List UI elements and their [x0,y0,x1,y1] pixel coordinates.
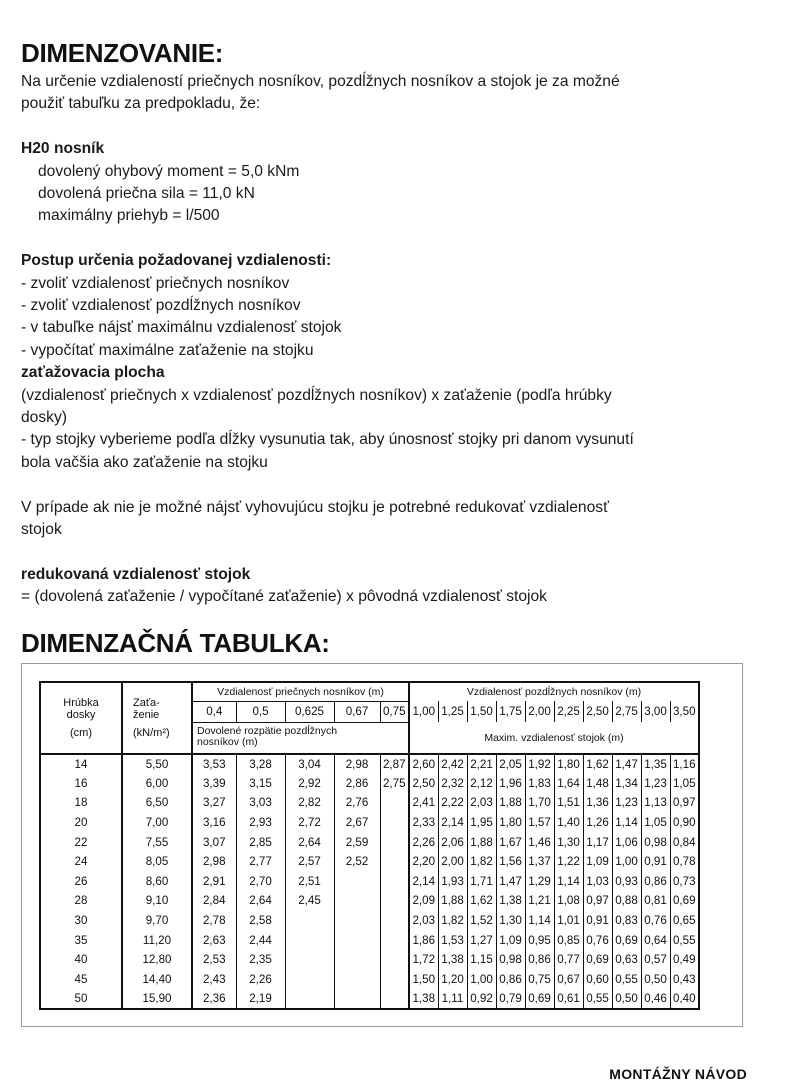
span-cell [334,911,380,931]
prop-spacing-cell: 1,71 [467,872,496,892]
prop-spacing-cell: 1,37 [525,852,554,872]
group1-title: Vzdialenosť priečnych nosníkov (m) [192,682,409,701]
prop-spacing-cell: 1,23 [641,774,670,794]
table-frame [21,663,743,1027]
span-cell [334,872,380,892]
load-cell: 8,60 [122,872,192,892]
pripad-line: V prípade ak nie je možné nájsť vyhovujúcu stojku je potrebné redukovať vzdialenosť [21,498,609,516]
postup-line: - zvoliť vzdialenosť pozdĺžnych nosníkov [21,297,301,315]
span-cell: 2,82 [285,793,334,813]
prop-spacing-cell: 0,73 [670,872,699,892]
prop-spacing-cell: 1,47 [612,754,641,774]
prop-spacing-cell: 0,46 [641,989,670,1009]
table-row [40,950,699,970]
prop-spacing-cell: 0,61 [554,989,583,1009]
span-cell: 2,36 [192,989,236,1009]
thickness-header-line: dosky [66,709,96,721]
prop-spacing-cell: 1,96 [496,774,525,794]
prop-spacing-cell: 1,30 [496,911,525,931]
table-row [40,930,699,950]
prop-spacing-cell: 0,55 [670,930,699,950]
load-header-line: ženie [133,709,160,721]
prop-spacing-cell: 0,77 [554,950,583,970]
prop-spacing-cell: 0,65 [670,911,699,931]
load-header-line: Zaťa- [133,697,160,709]
prop-spacing-cell: 0,67 [554,970,583,990]
prop-spacing-cell: 1,01 [554,911,583,931]
beam-spacing-value: 0,5 [236,701,285,722]
h20-line: dovolená priečna sila = 11,0 kN [38,185,255,203]
longitudinal-spacing-value: 2,00 [525,701,554,722]
prop-spacing-cell: 1,14 [554,872,583,892]
table-row [40,813,699,833]
table-row [40,989,699,1009]
prop-spacing-cell: 1,27 [467,930,496,950]
span-cell: 3,15 [236,774,285,794]
heading-dimenzovanie: DIMENZOVANIE: [21,38,224,68]
span-cell [380,872,409,892]
span-cell: 3,39 [192,774,236,794]
prop-spacing-cell: 1,06 [612,832,641,852]
span-cell: 2,93 [236,813,285,833]
span-cell [285,930,334,950]
prop-spacing-cell: 0,76 [583,930,612,950]
span-cell [334,989,380,1009]
load-cell: 15,90 [122,989,192,1009]
span-cell: 3,28 [236,754,285,774]
intro-line: použiť tabuľku za predpokladu, že: [21,95,261,113]
span-cell [380,813,409,833]
prop-spacing-cell: 1,86 [409,930,438,950]
prop-spacing-cell: 0,86 [496,970,525,990]
intro-line: Na určenie vzdialeností priečnych nosníkov, pozdĺžnych nosníkov a stojok je za možné [21,73,620,90]
prop-spacing-cell: 1,64 [554,774,583,794]
table-row [40,911,699,931]
span-cell: 3,53 [192,754,236,774]
prop-spacing-cell: 1,52 [467,911,496,931]
prop-spacing-cell: 1,38 [409,989,438,1009]
prop-spacing-cell: 2,09 [409,891,438,911]
longitudinal-spacing-value: 1,25 [438,701,467,722]
span-cell: 2,35 [236,950,285,970]
span-cell: 2,53 [192,950,236,970]
prop-spacing-cell: 0,50 [641,970,670,990]
prop-spacing-cell: 0,90 [670,813,699,833]
prop-spacing-cell: 1,14 [525,911,554,931]
prop-spacing-cell: 2,14 [438,813,467,833]
span-cell: 2,92 [285,774,334,794]
prop-spacing-cell: 0,57 [641,950,670,970]
load-cell: 7,55 [122,832,192,852]
prop-spacing-cell: 1,93 [438,872,467,892]
prop-spacing-cell: 2,03 [409,911,438,931]
prop-spacing-cell: 2,42 [438,754,467,774]
thickness-cell: 20 [40,813,122,833]
plocha-line: - typ stojky vyberieme podľa dĺžky vysunutia tak, aby únosnosť stojky pri danom vysunutí [21,431,634,449]
longitudinal-spacing-value: 2,75 [612,701,641,722]
postup-line: - v tabuľke nájsť maximálnu vzdialenosť stojok [21,319,342,337]
span-cell [380,852,409,872]
prop-spacing-cell: 2,32 [438,774,467,794]
prop-spacing-cell: 1,20 [438,970,467,990]
span-cell [380,793,409,813]
prop-spacing-cell: 2,03 [467,793,496,813]
prop-spacing-cell: 1,83 [525,774,554,794]
load-header [122,682,192,754]
span-cell: 3,04 [285,754,334,774]
prop-spacing-cell: 0,49 [670,950,699,970]
span-cell: 2,45 [285,891,334,911]
span-cell: 2,98 [192,852,236,872]
span-cell [285,911,334,931]
longitudinal-spacing-value: 2,50 [583,701,612,722]
group1-subtitle-line: nosníkov (m) [197,735,258,748]
prop-spacing-cell: 0,63 [612,950,641,970]
load-cell: 9,70 [122,911,192,931]
prop-spacing-cell: 1,29 [525,872,554,892]
span-cell: 2,75 [380,774,409,794]
load-cell: 8,05 [122,852,192,872]
dimension-table [39,681,700,1010]
span-cell: 2,86 [334,774,380,794]
prop-spacing-cell: 1,26 [583,813,612,833]
prop-spacing-cell: 1,11 [438,989,467,1009]
prop-spacing-cell: 0,40 [670,989,699,1009]
longitudinal-spacing-value: 2,25 [554,701,583,722]
thickness-cell: 14 [40,754,122,774]
span-cell: 2,57 [285,852,334,872]
prop-spacing-cell: 2,22 [438,793,467,813]
prop-spacing-cell: 1,46 [525,832,554,852]
prop-spacing-cell: 0,79 [496,989,525,1009]
prop-spacing-cell: 2,14 [409,872,438,892]
span-cell: 2,76 [334,793,380,813]
span-cell: 2,98 [334,754,380,774]
prop-spacing-cell: 1,13 [641,793,670,813]
span-cell [380,989,409,1009]
span-cell: 2,77 [236,852,285,872]
table-row [40,852,699,872]
prop-spacing-cell: 2,12 [467,774,496,794]
span-cell: 2,85 [236,832,285,852]
thickness-cell: 50 [40,989,122,1009]
load-cell: 9,10 [122,891,192,911]
prop-spacing-cell: 1,88 [496,793,525,813]
prop-spacing-cell: 0,98 [496,950,525,970]
prop-spacing-cell: 2,26 [409,832,438,852]
prop-spacing-cell: 1,82 [467,852,496,872]
prop-spacing-cell: 0,86 [525,950,554,970]
prop-spacing-cell: 1,38 [438,950,467,970]
span-cell: 2,70 [236,872,285,892]
prop-spacing-cell: 1,00 [467,970,496,990]
plocha-line: bola vačšia ako zaťaženie na stojku [21,453,268,471]
prop-spacing-cell: 0,50 [612,989,641,1009]
prop-spacing-cell: 0,97 [670,793,699,813]
load-header-unit: (kN/m²) [133,727,170,739]
prop-spacing-cell: 2,60 [409,754,438,774]
load-cell: 7,00 [122,813,192,833]
load-cell: 12,80 [122,950,192,970]
prop-spacing-cell: 1,34 [612,774,641,794]
prop-spacing-cell: 1,14 [612,813,641,833]
longitudinal-spacing-value: 1,50 [467,701,496,722]
prop-spacing-cell: 1,08 [554,891,583,911]
redukovana-line: = (dovolená zaťaženie / vypočítané zaťaženie) x pôvodná vzdialenosť stojok [21,588,547,606]
prop-spacing-cell: 1,03 [583,872,612,892]
span-cell: 2,19 [236,989,285,1009]
prop-spacing-cell: 2,50 [409,774,438,794]
prop-spacing-cell: 0,69 [583,950,612,970]
prop-spacing-cell: 0,76 [641,911,670,931]
span-cell: 2,72 [285,813,334,833]
span-cell: 2,51 [285,872,334,892]
span-cell [334,930,380,950]
prop-spacing-cell: 1,70 [525,793,554,813]
plocha-line: dosky) [21,409,67,427]
thickness-cell: 16 [40,774,122,794]
span-cell: 3,27 [192,793,236,813]
prop-spacing-cell: 0,92 [467,989,496,1009]
span-cell: 2,87 [380,754,409,774]
span-cell [334,950,380,970]
prop-spacing-cell: 0,95 [525,930,554,950]
postup-line: - vypočítať maximálne zaťaženie na stojku [21,341,314,359]
prop-spacing-cell: 1,09 [496,930,525,950]
prop-spacing-cell: 1,22 [554,852,583,872]
thickness-header-unit: (cm) [70,727,92,739]
prop-spacing-cell: 0,60 [583,970,612,990]
span-cell: 2,59 [334,832,380,852]
span-cell: 2,58 [236,911,285,931]
prop-spacing-cell: 0,55 [612,970,641,990]
prop-spacing-cell: 0,97 [583,891,612,911]
beam-spacing-value: 0,4 [192,701,236,722]
heading-dimenzacna-tabulka: DIMENZAČNÁ TABULKA: [21,628,330,658]
prop-spacing-cell: 2,05 [496,754,525,774]
prop-spacing-cell: 1,05 [670,774,699,794]
load-cell: 11,20 [122,930,192,950]
longitudinal-spacing-value: 1,75 [496,701,525,722]
prop-spacing-cell: 1,72 [409,950,438,970]
prop-spacing-cell: 1,50 [409,970,438,990]
prop-spacing-cell: 1,15 [467,950,496,970]
group2-subtitle: Maxim. vzdialenosť stojok (m) [409,722,699,754]
beam-spacing-value: 0,75 [380,701,409,722]
table-row [40,774,699,794]
prop-spacing-cell: 2,00 [438,852,467,872]
table-row [40,970,699,990]
span-cell: 2,64 [285,832,334,852]
load-cell: 5,50 [122,754,192,774]
prop-spacing-cell: 2,06 [438,832,467,852]
prop-spacing-cell: 2,20 [409,852,438,872]
beam-spacing-value: 0,67 [334,701,380,722]
span-cell: 3,03 [236,793,285,813]
prop-spacing-cell: 1,62 [467,891,496,911]
span-cell: 2,67 [334,813,380,833]
prop-spacing-cell: 1,51 [554,793,583,813]
prop-spacing-cell: 0,75 [525,970,554,990]
prop-spacing-cell: 1,80 [496,813,525,833]
thickness-cell: 40 [40,950,122,970]
prop-spacing-cell: 1,67 [496,832,525,852]
prop-spacing-cell: 0,55 [583,989,612,1009]
prop-spacing-cell: 2,33 [409,813,438,833]
thickness-header-line: Hrúbka [63,697,99,709]
prop-spacing-cell: 0,91 [583,911,612,931]
prop-spacing-cell: 1,40 [554,813,583,833]
thickness-cell: 22 [40,832,122,852]
prop-spacing-cell: 2,21 [467,754,496,774]
prop-spacing-cell: 0,98 [641,832,670,852]
prop-spacing-cell: 0,93 [612,872,641,892]
thickness-cell: 35 [40,930,122,950]
prop-spacing-cell: 1,57 [525,813,554,833]
text-body [21,71,634,609]
load-cell: 14,40 [122,970,192,990]
span-cell: 2,63 [192,930,236,950]
table-row [40,891,699,911]
group1-subtitle [192,722,380,754]
prop-spacing-cell: 0,84 [670,832,699,852]
prop-spacing-cell: 0,69 [670,891,699,911]
h20-title: H20 nosník [21,140,105,158]
prop-spacing-cell: 0,85 [554,930,583,950]
prop-spacing-cell: 1,48 [583,774,612,794]
thickness-cell: 24 [40,852,122,872]
prop-spacing-cell: 1,53 [438,930,467,950]
span-cell [334,970,380,990]
span-cell: 2,44 [236,930,285,950]
prop-spacing-cell: 1,95 [467,813,496,833]
h20-line: dovolený ohybový moment = 5,0 kNm [38,162,300,180]
span-cell [380,911,409,931]
postup-line: - zvoliť vzdialenosť priečnych nosníkov [21,274,290,292]
prop-spacing-cell: 1,35 [641,754,670,774]
prop-spacing-cell: 1,09 [583,852,612,872]
span-cell [334,891,380,911]
table-row [40,754,699,774]
longitudinal-spacing-value: 3,00 [641,701,670,722]
beam-spacing-value: 0,625 [285,701,334,722]
load-cell: 6,50 [122,793,192,813]
prop-spacing-cell: 1,30 [554,832,583,852]
span-cell [380,930,409,950]
prop-spacing-cell: 1,92 [525,754,554,774]
prop-spacing-cell: 1,00 [612,852,641,872]
prop-spacing-cell: 0,88 [612,891,641,911]
prop-spacing-cell: 0,86 [641,872,670,892]
prop-spacing-cell: 1,36 [583,793,612,813]
span-cell [380,950,409,970]
prop-spacing-cell: 2,41 [409,793,438,813]
prop-spacing-cell: 1,17 [583,832,612,852]
prop-spacing-cell: 1,21 [525,891,554,911]
span-cell [380,891,409,911]
thickness-cell: 28 [40,891,122,911]
span-cell [285,970,334,990]
span-cell: 2,26 [236,970,285,990]
prop-spacing-cell: 1,88 [467,832,496,852]
span-cell: 3,07 [192,832,236,852]
table-row [40,793,699,813]
prop-spacing-cell: 0,43 [670,970,699,990]
thickness-cell: 18 [40,793,122,813]
prop-spacing-cell: 1,16 [670,754,699,774]
span-cell: 2,52 [334,852,380,872]
h20-line: maximálny priehyb = l/500 [38,207,220,225]
span-cell [380,832,409,852]
plocha-line: (vzdialenosť priečnych x vzdialenosť pozdĺžnych nosníkov) x zaťaženie (podľa hrúbky [21,386,612,404]
postup-title: Postup určenia požadovanej vzdialenosti: [21,252,332,270]
prop-spacing-cell: 1,38 [496,891,525,911]
group1-subtitle-line: Dovolené rozpätie pozdĺžnych [197,724,338,737]
prop-spacing-cell: 1,80 [554,754,583,774]
prop-spacing-cell: 1,23 [612,793,641,813]
thickness-cell: 30 [40,911,122,931]
longitudinal-spacing-value: 3,50 [670,701,699,722]
prop-spacing-cell: 0,69 [612,930,641,950]
prop-spacing-cell: 0,83 [612,911,641,931]
prop-spacing-cell: 1,56 [496,852,525,872]
prop-spacing-cell: 1,62 [583,754,612,774]
prop-spacing-cell: 0,64 [641,930,670,950]
prop-spacing-cell: 0,78 [670,852,699,872]
footer-label: MONTÁŽNY NÁVOD [609,1066,747,1082]
span-cell: 3,16 [192,813,236,833]
plocha-title: zaťažovacia plocha [21,364,165,382]
span-cell [285,950,334,970]
prop-spacing-cell: 1,05 [641,813,670,833]
pripad-line: stojok [21,521,62,539]
span-cell [380,970,409,990]
span-cell: 2,43 [192,970,236,990]
span-cell [285,989,334,1009]
group2-title: Vzdialenosť pozdĺžnych nosníkov (m) [409,682,699,701]
span-cell: 2,64 [236,891,285,911]
prop-spacing-cell: 0,69 [525,989,554,1009]
span-cell: 2,78 [192,911,236,931]
prop-spacing-cell: 1,82 [438,911,467,931]
load-cell: 6,00 [122,774,192,794]
prop-spacing-cell: 1,88 [438,891,467,911]
span-cell: 2,91 [192,872,236,892]
table-row [40,872,699,892]
prop-spacing-cell: 1,47 [496,872,525,892]
thickness-header [40,682,122,754]
span-cell: 2,84 [192,891,236,911]
thickness-cell: 45 [40,970,122,990]
table-row [40,832,699,852]
longitudinal-spacing-value: 1,00 [409,701,438,722]
prop-spacing-cell: 0,91 [641,852,670,872]
prop-spacing-cell: 0,81 [641,891,670,911]
thickness-cell: 26 [40,872,122,892]
redukovana-title: redukovaná vzdialenosť stojok [21,565,251,583]
